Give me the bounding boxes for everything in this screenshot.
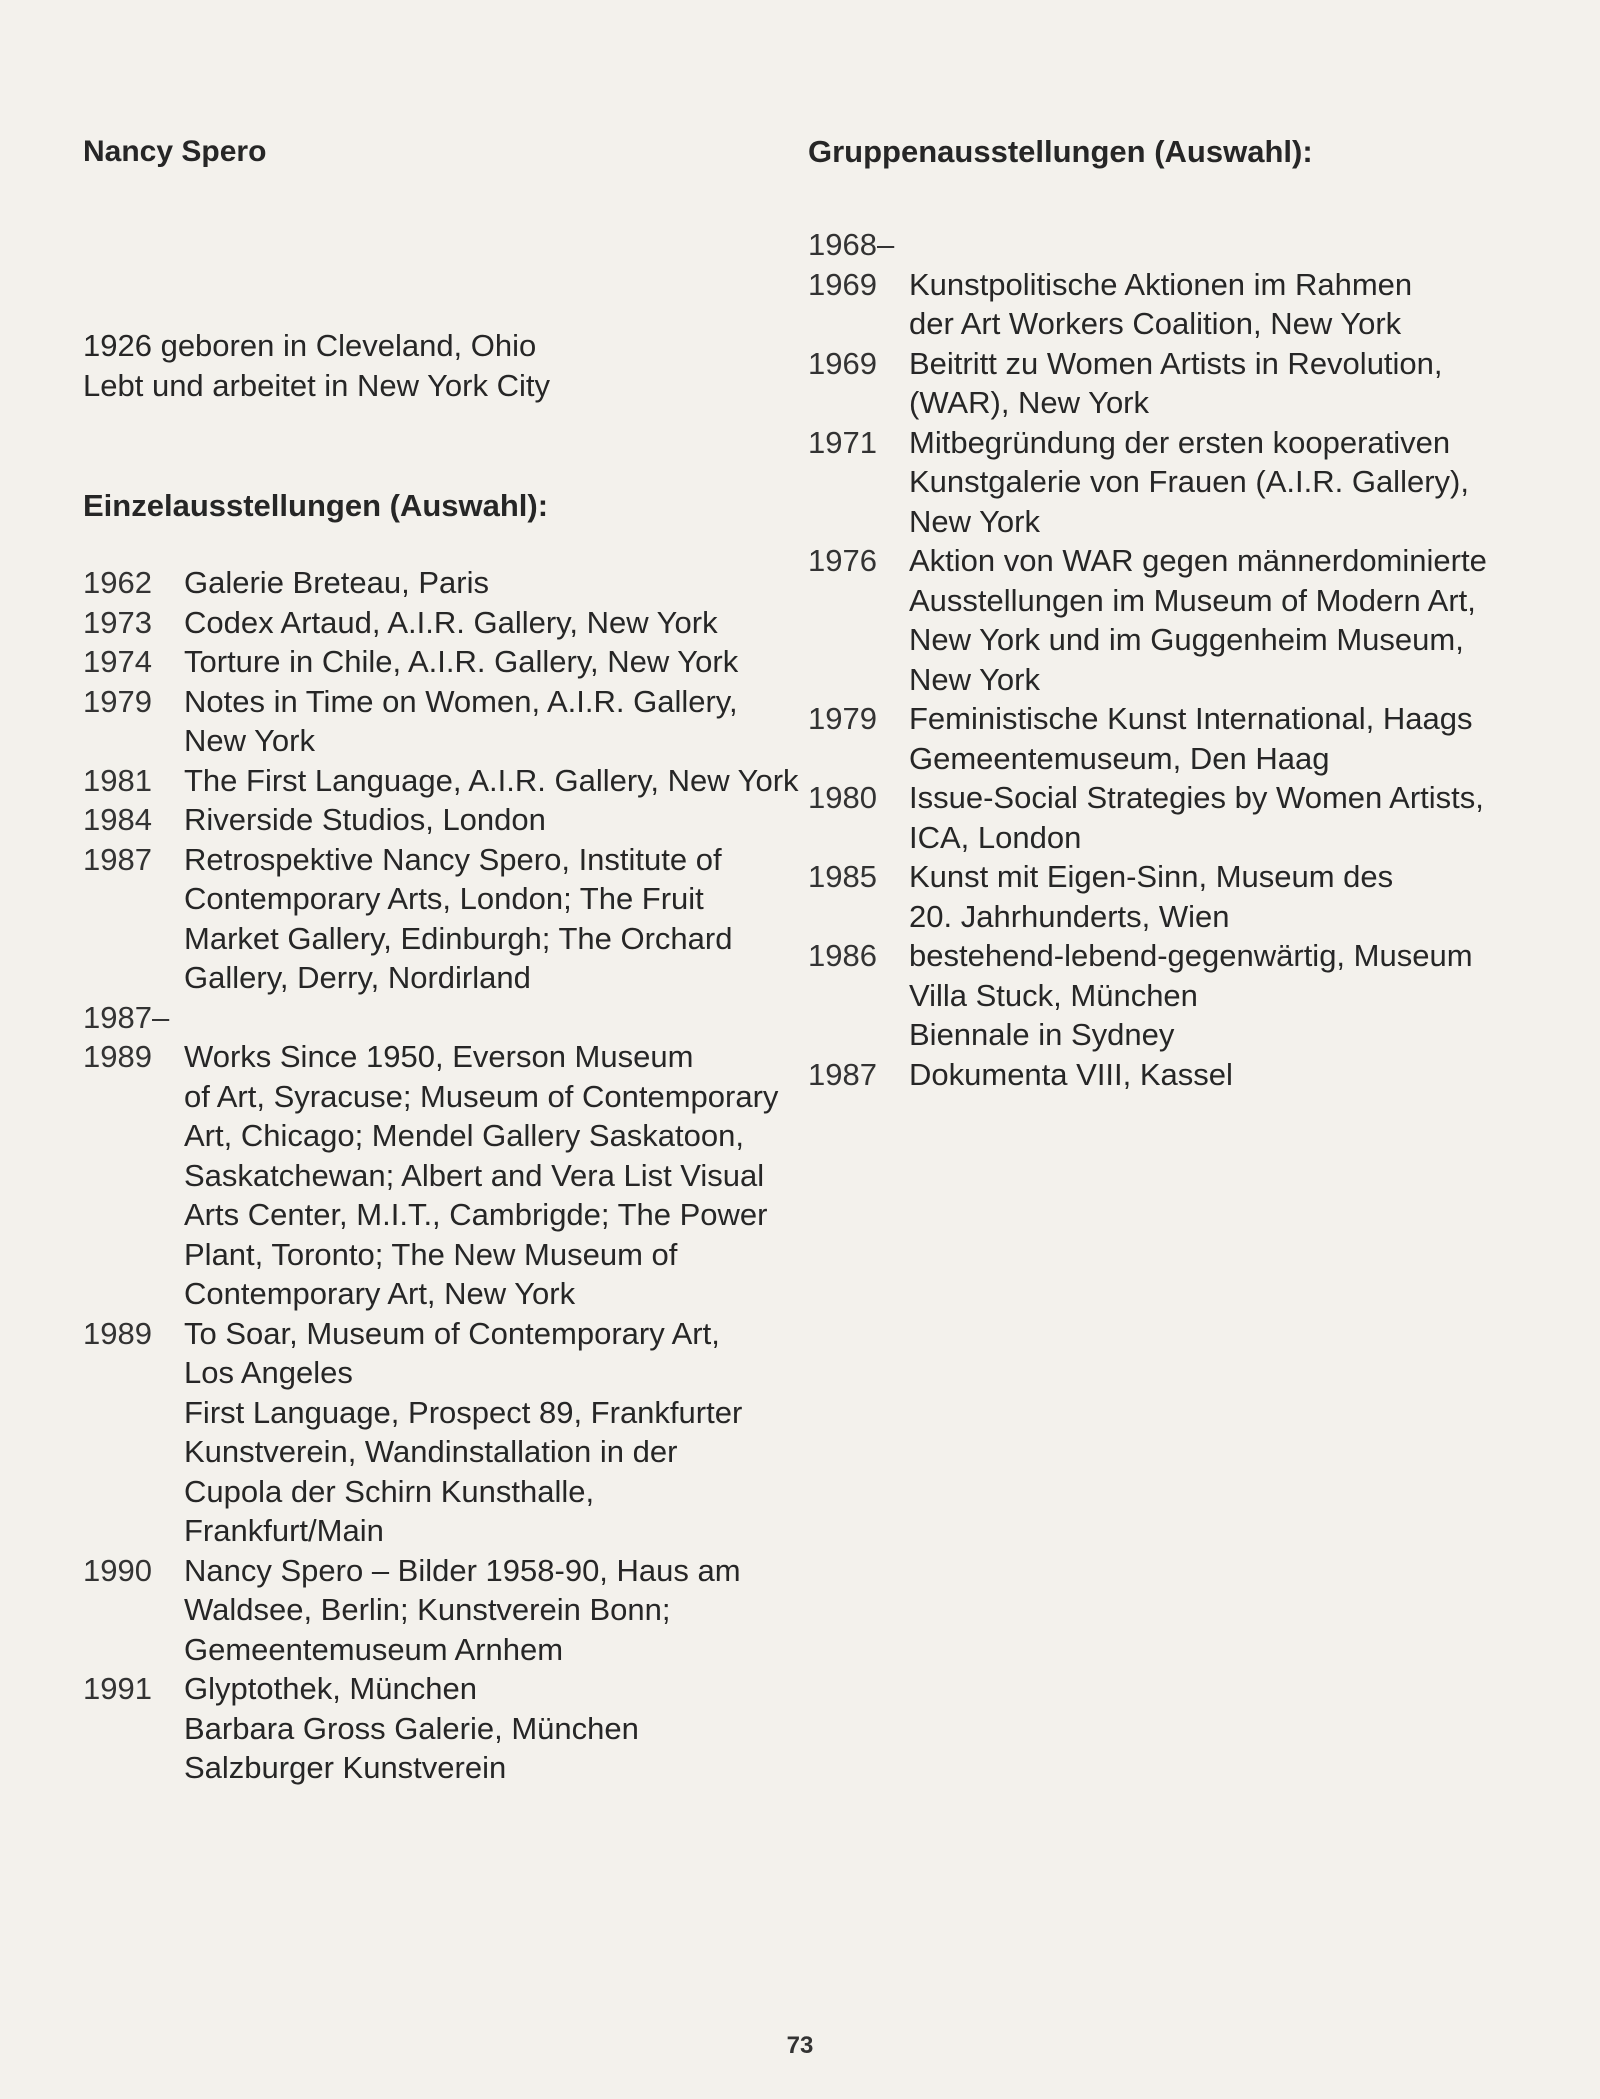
exhibition-line: Codex Artaud, A.I.R. Gallery, New York xyxy=(184,604,718,640)
exhibition-line: Gallery, Derry, Nordirland xyxy=(184,960,531,995)
exhibition-entry xyxy=(83,1314,803,1551)
exhibition-line: Contemporary Arts, London; The Fruit xyxy=(184,881,704,916)
bio-residence: Lebt und arbeitet in New York City xyxy=(83,368,550,403)
exhibition-entry xyxy=(83,603,803,643)
exhibition-year: 1974 xyxy=(83,644,152,679)
exhibition-entry xyxy=(808,344,1528,423)
exhibition-line: 20. Jahrhunderts, Wien xyxy=(909,898,1230,934)
exhibition-line: Art, Chicago; Mendel Gallery Saskatoon, xyxy=(184,1118,744,1153)
exhibition-line: of Art, Syracuse; Museum of Contemporary xyxy=(184,1078,779,1114)
exhibition-details xyxy=(909,699,1528,778)
exhibition-line: Kunstgalerie von Frauen (A.I.R. Gallery), xyxy=(909,464,1469,499)
exhibition-year: 1976 xyxy=(808,543,877,578)
exhibition-year: 1980 xyxy=(808,780,877,815)
exhibition-entry xyxy=(808,225,1528,344)
exhibition-line: Gemeentemuseum Arnhem xyxy=(184,1631,564,1667)
group-exhibitions-title: Gruppenausstellungen (Auswahl): xyxy=(808,134,1313,169)
exhibition-year: 1979 xyxy=(808,701,877,736)
exhibition-details xyxy=(184,1551,803,1670)
exhibition-details xyxy=(909,1055,1528,1095)
exhibition-details xyxy=(909,225,1528,344)
exhibition-details xyxy=(909,423,1528,542)
exhibition-line: First Language, Prospect 89, Frankfurter xyxy=(184,1394,743,1430)
exhibition-line: New York xyxy=(184,723,315,758)
exhibition-entry xyxy=(808,857,1528,936)
biography xyxy=(83,326,803,406)
exhibition-details xyxy=(184,1669,803,1788)
exhibition-entry xyxy=(808,699,1528,778)
exhibition-year: 1991 xyxy=(83,1671,152,1706)
exhibition-line: Salzburger Kunstverein xyxy=(184,1750,507,1785)
exhibition-line: Beitritt zu Women Artists in Revolution, xyxy=(909,345,1443,381)
exhibition-line: Torture in Chile, A.I.R. Gallery, New York xyxy=(184,644,739,679)
exhibition-details xyxy=(184,1314,803,1551)
exhibition-year: 1987 xyxy=(808,1056,877,1092)
exhibition-year: 1987– 1989 xyxy=(83,999,170,1074)
exhibition-line: Glyptothek, München xyxy=(184,1671,477,1706)
exhibition-line: Kunstverein, Wandinstallation in der xyxy=(184,1434,678,1469)
exhibition-line: Nancy Spero – Bilder 1958-90, Haus am xyxy=(184,1552,741,1588)
exhibition-details xyxy=(909,778,1528,857)
exhibition-line: Biennale in Sydney xyxy=(909,1017,1175,1052)
exhibition-year: 1987 xyxy=(83,841,152,877)
exhibition-line: Kunst mit Eigen-Sinn, Museum des xyxy=(909,859,1394,894)
exhibition-year: 1962 xyxy=(83,565,152,600)
exhibition-line: Contemporary Art, New York xyxy=(184,1276,576,1311)
exhibition-year: 1971 xyxy=(808,424,877,460)
exhibition-year: 1981 xyxy=(83,762,152,798)
artist-name: Nancy Spero xyxy=(83,135,267,168)
exhibition-line: New York xyxy=(909,661,1040,697)
exhibition-entry xyxy=(83,1551,803,1670)
exhibition-details xyxy=(184,998,803,1314)
exhibition-entry xyxy=(808,541,1528,699)
exhibition-details xyxy=(909,344,1528,423)
exhibition-line: Arts Center, M.I.T., Cambrigde; The Power xyxy=(184,1197,768,1232)
exhibition-entry xyxy=(83,642,803,682)
exhibition-line: The First Language, A.I.R. Gallery, New York xyxy=(184,762,799,798)
exhibition-year: 1986 xyxy=(808,938,877,973)
exhibition-year: 1973 xyxy=(83,604,152,640)
exhibition-line: To Soar, Museum of Contemporary Art, xyxy=(184,1315,720,1351)
exhibition-details xyxy=(909,936,1528,1055)
exhibition-year: 1985 xyxy=(808,859,877,894)
exhibition-year: 1969 xyxy=(808,345,877,381)
exhibition-line: Market Gallery, Edinburgh; The Orchard xyxy=(184,920,733,956)
exhibition-line: Retrospektive Nancy Spero, Institute of xyxy=(184,841,722,877)
exhibition-details xyxy=(184,761,803,801)
exhibition-details xyxy=(184,642,803,682)
exhibition-line: Issue-Social Strategies by Women Artists, xyxy=(909,780,1484,815)
exhibition-entry xyxy=(83,800,803,840)
exhibition-line: Kunstpolitische Aktionen im Rahmen xyxy=(909,266,1413,302)
exhibition-line xyxy=(909,225,1528,265)
exhibition-details xyxy=(184,682,803,761)
exhibition-entry xyxy=(83,1669,803,1788)
exhibition-entry xyxy=(83,840,803,998)
page-number: 73 xyxy=(786,2032,814,2059)
exhibition-line: Riverside Studios, London xyxy=(184,802,546,837)
exhibition-line: Notes in Time on Women, A.I.R. Gallery, xyxy=(184,683,738,719)
exhibition-line: Plant, Toronto; The New Museum of xyxy=(184,1236,678,1272)
exhibition-details xyxy=(184,800,803,840)
left-column xyxy=(83,132,803,1788)
exhibition-line: Ausstellungen im Museum of Modern Art, xyxy=(909,582,1476,618)
exhibition-line: Cupola der Schirn Kunsthalle, xyxy=(184,1473,595,1509)
exhibition-line xyxy=(184,998,803,1038)
exhibition-line: Dokumenta VIII, Kassel xyxy=(909,1056,1233,1092)
exhibition-line: ICA, London xyxy=(909,819,1082,855)
exhibition-line: (WAR), New York xyxy=(909,385,1150,420)
exhibition-line: New York und im Guggenheim Museum, xyxy=(909,622,1464,657)
exhibition-line: Villa Stuck, München xyxy=(909,977,1198,1013)
exhibition-line: bestehend-lebend-gegenwärtig, Museum xyxy=(909,938,1473,973)
exhibition-year: 1968– 1969 xyxy=(808,227,895,302)
exhibition-line: Aktion von WAR gegen männerdominierte xyxy=(909,543,1487,578)
exhibition-details xyxy=(909,857,1528,936)
exhibition-entry xyxy=(83,563,803,603)
exhibition-line: Works Since 1950, Everson Museum xyxy=(184,1039,694,1074)
solo-exhibitions-title: Einzelausstellungen (Auswahl): xyxy=(83,488,549,523)
exhibition-line: Mitbegründung der ersten kooperativen xyxy=(909,424,1451,460)
exhibition-year: 1990 xyxy=(83,1552,152,1588)
right-column xyxy=(808,132,1528,1094)
exhibition-entry xyxy=(83,682,803,761)
exhibition-details xyxy=(184,563,803,603)
exhibition-entry xyxy=(808,936,1528,1055)
exhibition-line: Galerie Breteau, Paris xyxy=(184,565,489,600)
exhibition-line: Saskatchewan; Albert and Vera List Visual xyxy=(184,1157,765,1193)
exhibition-line: New York xyxy=(909,503,1040,539)
solo-exhibitions-list xyxy=(83,563,803,1788)
exhibition-line: Frankfurt/Main xyxy=(184,1513,384,1548)
exhibition-details xyxy=(909,541,1528,699)
exhibition-entry xyxy=(808,423,1528,542)
bio-birth: 1926 geboren in Cleveland, Ohio xyxy=(83,328,537,363)
exhibition-details xyxy=(184,603,803,643)
exhibition-year: 1984 xyxy=(83,802,152,837)
exhibition-entry xyxy=(808,778,1528,857)
exhibition-line: Waldsee, Berlin; Kunstverein Bonn; xyxy=(184,1592,671,1627)
exhibition-year: 1979 xyxy=(83,683,152,719)
exhibition-entry xyxy=(808,1055,1528,1095)
exhibition-details xyxy=(184,840,803,998)
exhibition-line: Barbara Gross Galerie, München xyxy=(184,1710,639,1746)
group-exhibitions-list xyxy=(808,225,1528,1094)
exhibition-line: Feministische Kunst International, Haags xyxy=(909,701,1473,736)
exhibition-entry xyxy=(83,761,803,801)
exhibition-line: Los Angeles xyxy=(184,1355,353,1390)
exhibition-entry xyxy=(83,998,803,1314)
exhibition-line: der Art Workers Coalition, New York xyxy=(909,306,1402,341)
exhibition-line: Gemeentemuseum, Den Haag xyxy=(909,740,1330,776)
exhibition-year: 1989 xyxy=(83,1315,152,1351)
